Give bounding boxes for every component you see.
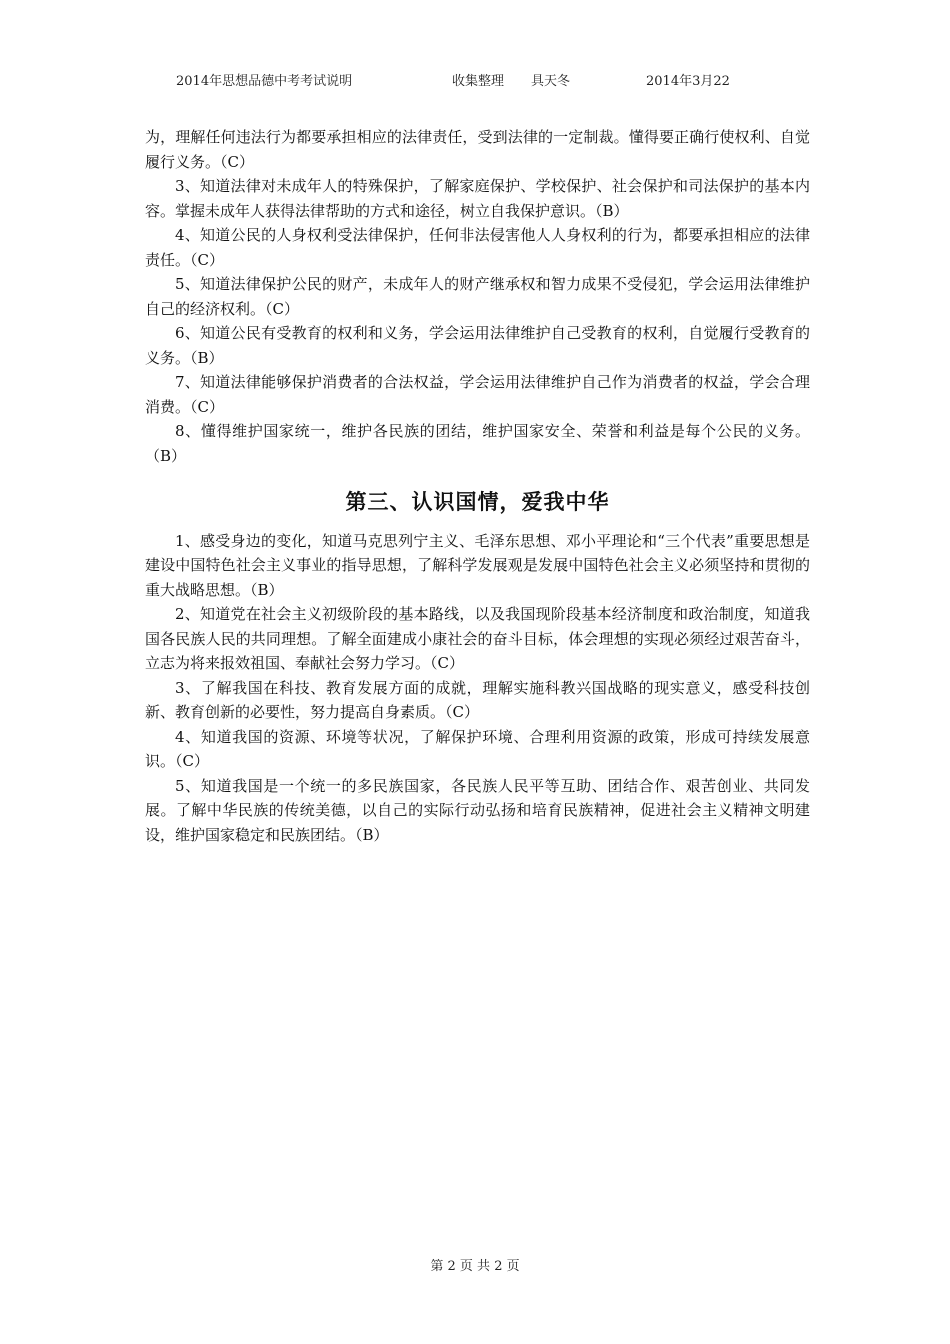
paragraph: 5、知道我国是一个统一的多民族国家，各民族人民平等互助、团结合作、艰苦创业、共同发展。了解中华民族的传统美德，以自己的实际行动弘扬和培育民族精神，促进社会主义精神文明建设，维护国家稳定和民族团结。（B） xyxy=(145,776,810,844)
paragraph: 3、知道法律对未成年人的特殊保护，了解家庭保护、学校保护、社会保护和司法保护的基本内容。掌握未成年人获得法律帮助的方式和途径，树立自我保护意识。（B） xyxy=(145,177,810,220)
paragraph: 7、知道法律能够保护消费者的合法权益，学会运用法律维护自己作为消费者的权益，学会合理消费。（C） xyxy=(145,373,810,416)
paragraph: 5、知道法律保护公民的财产，未成年人的财产继承权和智力成果不受侵犯，学会运用法律维护自己的经济权利。（C） xyxy=(145,275,810,318)
paragraph: 1、感受身边的变化，知道马克思列宁主义、毛泽东思想、邓小平理论和“三个代表”重要思想是建设中国特色社会主义事业的指导思想，了解科学发展观是发展中国特色社会主义必须坚持和贯彻的重大战略思想。（B） xyxy=(145,531,810,599)
page-header xyxy=(0,70,950,90)
paragraph: 8、懂得维护国家统一，维护各民族的团结，维护国家安全、荣誉和利益是每个公民的义务。（B） xyxy=(145,422,810,465)
paragraph: 6、知道公民有受教育的权利和义务，学会运用法律维护自己受教育的权利，自觉履行受教育的义务。（B） xyxy=(145,324,810,367)
paragraph: 为，理解任何违法行为都要承担相应的法律责任，受到法律的一定制裁。懂得要正确行使权利、自觉履行义务。（C） xyxy=(145,128,810,171)
paragraph: 3、了解我国在科技、教育发展方面的成就，理解实施科教兴国战略的现实意义，感受科技创新、教育创新的必要性，努力提高自身素质。（C） xyxy=(145,678,810,721)
header-title: 2014年思想品德中考考试说明 xyxy=(176,74,353,89)
section-heading: 第三、认识国情，爱我中华 xyxy=(345,490,610,514)
header-author: 具天冬 xyxy=(531,74,571,89)
header-date: 2014年3月22 xyxy=(646,74,730,89)
paragraph: 2、知道党在社会主义初级阶段的基本路线，以及我国现阶段基本经济制度和政治制度，知道我国各民族人民的共同理想。了解全面建成小康社会的奋斗目标，体会理想的实现必须经过艰苦奋斗，立志为将来报效祖国、奉献社会努力学习。（C） xyxy=(145,605,810,672)
paragraph: 4、知道我国的资源、环境等状况，了解保护环境、合理利用资源的政策，形成可持续发展意识。（C） xyxy=(145,727,810,770)
page-footer: 第 2 页 共 2 页 xyxy=(430,1259,520,1274)
header-collector: 收集整理 xyxy=(452,74,505,89)
document-body xyxy=(145,125,810,847)
paragraph: 4、知道公民的人身权利受法律保护，任何非法侵害他人人身权利的行为，都要承担相应的法律责任。（C） xyxy=(145,226,810,269)
